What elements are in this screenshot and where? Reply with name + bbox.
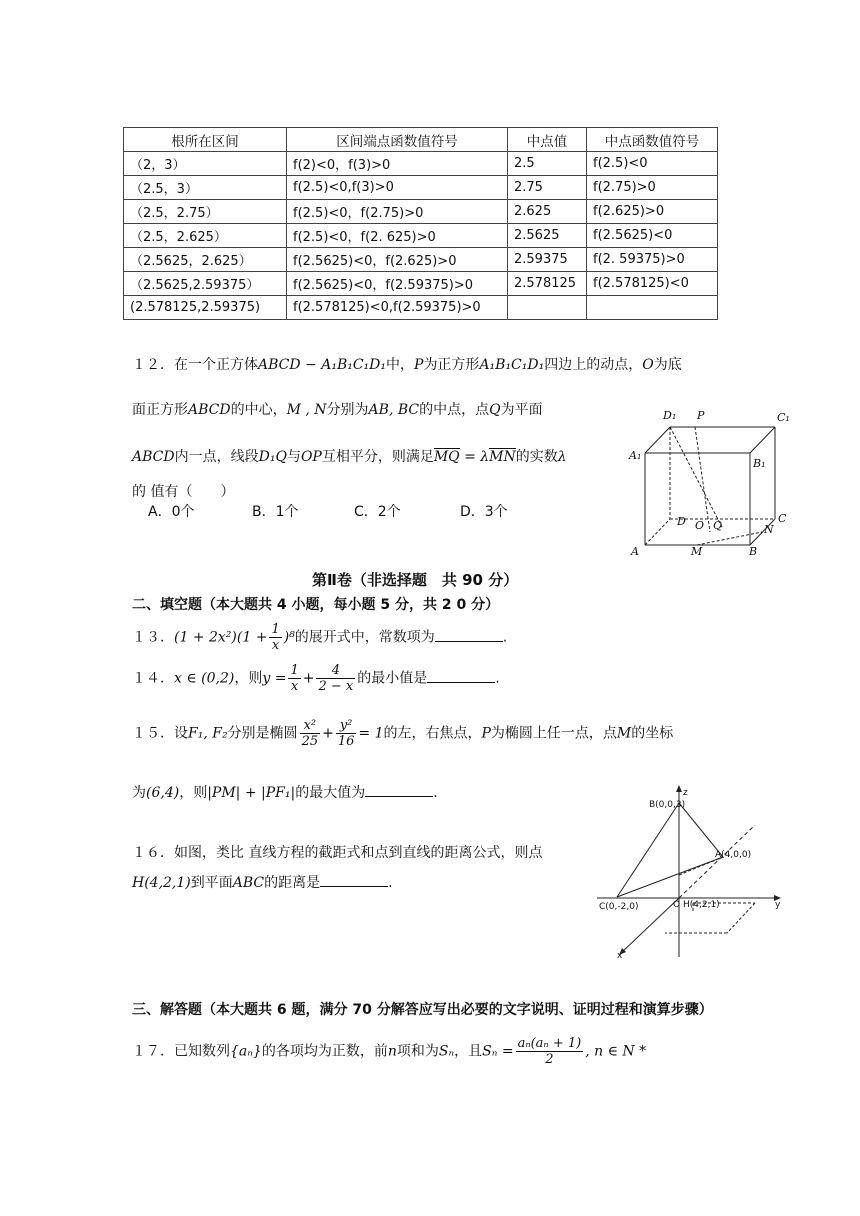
cube-vertex-label: A₁ <box>629 449 642 462</box>
cell-endpoint-signs: f(2.5)<0，f(2.75)>0 <box>287 200 508 224</box>
math: + <box>302 670 315 687</box>
question-14 <box>132 663 500 694</box>
header-midpoint-sign: 中点函数值符号 <box>587 128 718 152</box>
numerator: y² <box>336 718 357 734</box>
text: 互相平分，则满足 <box>321 449 434 465</box>
math: + <box>322 725 334 742</box>
math: AB, BC <box>368 402 420 418</box>
figure-label: z <box>683 788 688 798</box>
text: 面正方形 <box>132 402 188 418</box>
question-15-line-2 <box>132 782 438 802</box>
text: 的坐标 <box>631 725 674 742</box>
bisection-table <box>123 127 718 320</box>
figure-label: y <box>775 900 781 910</box>
cell-midpoint-sign: f(2.5625)<0 <box>587 224 718 248</box>
cube-vertex-label: A <box>631 545 639 558</box>
text: 的各项均为正数，前 <box>261 1043 388 1060</box>
answer-blank[interactable] <box>365 784 433 797</box>
math: ABCD − A₁B₁C₁D₁ <box>258 357 387 373</box>
text: . <box>495 670 500 687</box>
text: 的 值有（ ） <box>132 484 235 500</box>
text: 的中心， <box>230 402 287 418</box>
text: 如图，类比 直线方程的截距式和点到直线的距离公式，则点 <box>174 845 543 861</box>
math: = 1 <box>358 725 384 742</box>
fill-in-section-title: 二、填空题（本大题共 4 小题，每小题 5 分，共 2 0 分） <box>132 597 500 613</box>
cube-vertex-label: B <box>749 545 758 558</box>
math: P <box>414 357 424 373</box>
text: 的实数 <box>515 449 558 465</box>
question-16-line-2 <box>132 872 393 892</box>
text: 为 <box>132 785 146 801</box>
cell-midpoint-sign: f(2. 59375)>0 <box>587 248 718 272</box>
table-row <box>124 248 718 272</box>
math: O <box>642 357 654 373</box>
fraction <box>316 663 355 694</box>
vector-mq: MQ <box>433 449 460 465</box>
numerator: 4 <box>316 663 355 679</box>
fraction <box>269 622 281 653</box>
denominator: x <box>271 638 280 653</box>
math: F₁, F₂ <box>188 725 228 742</box>
numerator: 1 <box>271 622 280 637</box>
cell-midpoint: 2.625 <box>508 200 587 224</box>
text: 内一点，线段 <box>174 449 259 465</box>
math: ABC <box>232 875 265 891</box>
text: 与 <box>286 449 301 465</box>
math: M <box>616 725 632 742</box>
cell-interval: (2.578125,2.59375) <box>124 296 287 320</box>
cell-endpoint-signs: f(2)<0，f(3)>0 <box>287 152 508 176</box>
question-number: １７． <box>132 1043 174 1060</box>
choice-c: C．2个 <box>354 504 401 520</box>
text: 的最大值为 <box>295 785 366 801</box>
cell-endpoint-signs: f(2.5)<0,f(3)>0 <box>287 176 508 200</box>
denominator: 25 <box>301 734 319 749</box>
text: 为底 <box>653 357 682 373</box>
question-number: １４． <box>132 670 174 687</box>
answer-blank[interactable] <box>435 629 503 642</box>
cube-vertex-label: N <box>764 523 774 536</box>
cube-figure <box>625 405 790 560</box>
math: λ <box>557 449 567 465</box>
answer-blank[interactable] <box>320 874 388 887</box>
cell-endpoint-signs: f(2.578125)<0,f(2.59375)>0 <box>287 296 508 320</box>
text: 四边上的动点， <box>544 357 643 373</box>
cell-interval: （2.5，3） <box>124 176 287 200</box>
text: 在一个正方体 <box>174 357 258 373</box>
table-body <box>124 152 718 320</box>
text: 分别是椭圆 <box>227 725 298 742</box>
text: 为平面 <box>500 402 543 418</box>
question-number: １３． <box>132 629 174 646</box>
text: . <box>502 629 508 646</box>
math: H(4,2,1) <box>132 875 191 891</box>
figure-label: C(0,-2,0) <box>599 902 639 912</box>
text: 已知数列 <box>174 1043 230 1060</box>
header-midpoint: 中点值 <box>508 128 587 152</box>
text: . <box>433 785 438 801</box>
math: |PM| + |PF₁| <box>207 785 296 801</box>
figure-label: A(4,0,0) <box>715 850 752 860</box>
text: 中， <box>386 357 415 373</box>
cell-interval: （2.5625,2.59375） <box>124 272 287 296</box>
cube-vertex-label: C₁ <box>777 411 790 424</box>
fraction <box>516 1036 584 1067</box>
question-12-line-4 <box>132 481 234 501</box>
math: x ∈ (0,2) <box>174 670 235 687</box>
coordinate-figure <box>595 785 785 960</box>
cube-vertex-label: P <box>697 409 705 422</box>
cell-midpoint-sign: f(2.578125)<0 <box>587 272 718 296</box>
choice-d: D．3个 <box>460 504 508 520</box>
text: 的中点，点 <box>419 402 490 418</box>
math: Q <box>489 402 501 418</box>
cube-vertex-label: C <box>778 512 787 525</box>
cube-vertex-label: M <box>691 545 703 558</box>
cell-midpoint-sign: f(2.5)<0 <box>587 152 718 176</box>
text: 分别为 <box>326 402 369 418</box>
denominator: x <box>290 679 299 694</box>
math: OP <box>300 449 322 465</box>
denominator: 2 − x <box>318 679 354 694</box>
math: M , N <box>286 402 327 418</box>
text: 的最小值是 <box>357 670 428 687</box>
part-2-title: 第Ⅱ卷（非选择题 共 90 分） <box>312 571 519 589</box>
cell-midpoint: 2.59375 <box>508 248 587 272</box>
text: 的距离是 <box>264 875 321 891</box>
cell-midpoint-sign <box>587 296 718 320</box>
math: ABCD <box>132 449 175 465</box>
cell-midpoint: 2.75 <box>508 176 587 200</box>
cell-endpoint-signs: f(2.5625)<0，f(2.59375)>0 <box>287 272 508 296</box>
math: Sₙ = <box>482 1043 514 1060</box>
choice-b: B．1个 <box>252 504 299 520</box>
answer-section-title: 三、解答题（本大题共 6 题，满分 70 分解答应写出必要的文字说明、证明过程和演算步骤） <box>132 1002 713 1018</box>
math: {aₙ} <box>230 1043 262 1060</box>
text: 设 <box>174 725 188 742</box>
question-13 <box>132 622 507 653</box>
table-row <box>124 152 718 176</box>
math: A₁B₁C₁D₁ <box>479 357 545 373</box>
math: P <box>481 725 491 742</box>
math: y = <box>262 670 287 687</box>
cell-midpoint: 2.578125 <box>508 272 587 296</box>
text: ，且 <box>454 1043 483 1060</box>
math: Sₙ <box>438 1043 455 1060</box>
header-endpoint-signs: 区间端点函数值符号 <box>287 128 508 152</box>
figure-label: H(4,2,1) <box>683 900 720 910</box>
table-row <box>124 200 718 224</box>
question-15-line-1 <box>132 718 673 749</box>
denominator: 2 <box>545 1052 554 1067</box>
math: ABCD <box>188 402 231 418</box>
math: )⁸ <box>283 629 295 646</box>
choice-a: A．0个 <box>148 504 195 520</box>
cube-vertex-label: D₁ <box>663 409 677 422</box>
cell-interval: （2，3） <box>124 152 287 176</box>
question-16-line-1 <box>132 842 542 862</box>
table-row <box>124 176 718 200</box>
figure-label: O <box>673 900 681 910</box>
numerator: x² <box>300 718 321 734</box>
text: 项和为 <box>396 1043 439 1060</box>
text: ，则 <box>234 670 263 687</box>
math: (6,4) <box>146 785 180 801</box>
cell-midpoint: 2.5 <box>508 152 587 176</box>
cube-vertex-label: O <box>695 519 705 532</box>
numerator: aₙ(aₙ + 1) <box>517 1036 582 1051</box>
math: , n ∈ N * <box>585 1043 647 1060</box>
text: 的展开式中，常数项为 <box>294 629 435 646</box>
question-12-line-3 <box>132 446 567 466</box>
math: D₁Q <box>258 449 287 465</box>
figure-label: x <box>617 951 623 960</box>
cell-midpoint-sign: f(2.75)>0 <box>587 176 718 200</box>
figure-label: B(0,0,3) <box>649 800 686 810</box>
table-row <box>124 224 718 248</box>
cell-endpoint-signs: f(2.5625)<0，f(2.625)>0 <box>287 248 508 272</box>
text: 为正方形 <box>423 357 480 373</box>
fraction <box>336 718 357 749</box>
table-header-row <box>124 128 718 152</box>
cell-endpoint-signs: f(2.5)<0，f(2. 625)>0 <box>287 224 508 248</box>
cell-midpoint <box>508 296 587 320</box>
text: 的左，右焦点， <box>383 725 482 742</box>
math: n <box>387 1043 397 1060</box>
cell-interval: （2.5，2.75） <box>124 200 287 224</box>
cell-midpoint-sign: f(2.625)>0 <box>587 200 718 224</box>
question-number: １６． <box>132 845 174 861</box>
fraction <box>300 718 321 749</box>
header-interval: 根所在区间 <box>124 128 287 152</box>
table-row <box>124 296 718 320</box>
question-12-line-1 <box>132 354 682 374</box>
text: ，则 <box>179 785 208 801</box>
cell-interval: （2.5，2.625） <box>124 224 287 248</box>
cell-interval: （2.5625，2.625） <box>124 248 287 272</box>
cube-vertex-label: B₁ <box>753 457 766 470</box>
math: = λ <box>459 449 490 465</box>
question-number: １５． <box>132 725 174 742</box>
text: 为椭圆上任一点，点 <box>490 725 617 742</box>
text: . <box>388 875 393 891</box>
table-row <box>124 272 718 296</box>
question-17 <box>132 1036 646 1067</box>
question-12-line-2 <box>132 399 543 419</box>
question-number: １２． <box>132 357 174 373</box>
cube-vertex-label: D <box>677 515 686 528</box>
denominator: 16 <box>337 734 355 749</box>
text: 到平面 <box>190 875 233 891</box>
cell-midpoint: 2.5625 <box>508 224 587 248</box>
math: (1 + 2x²)(1 + <box>174 629 268 646</box>
fraction <box>288 663 300 694</box>
cube-vertex-label: Q <box>713 519 723 532</box>
vector-mn: MN <box>489 449 516 465</box>
numerator: 1 <box>290 663 299 678</box>
answer-blank[interactable] <box>427 670 495 683</box>
